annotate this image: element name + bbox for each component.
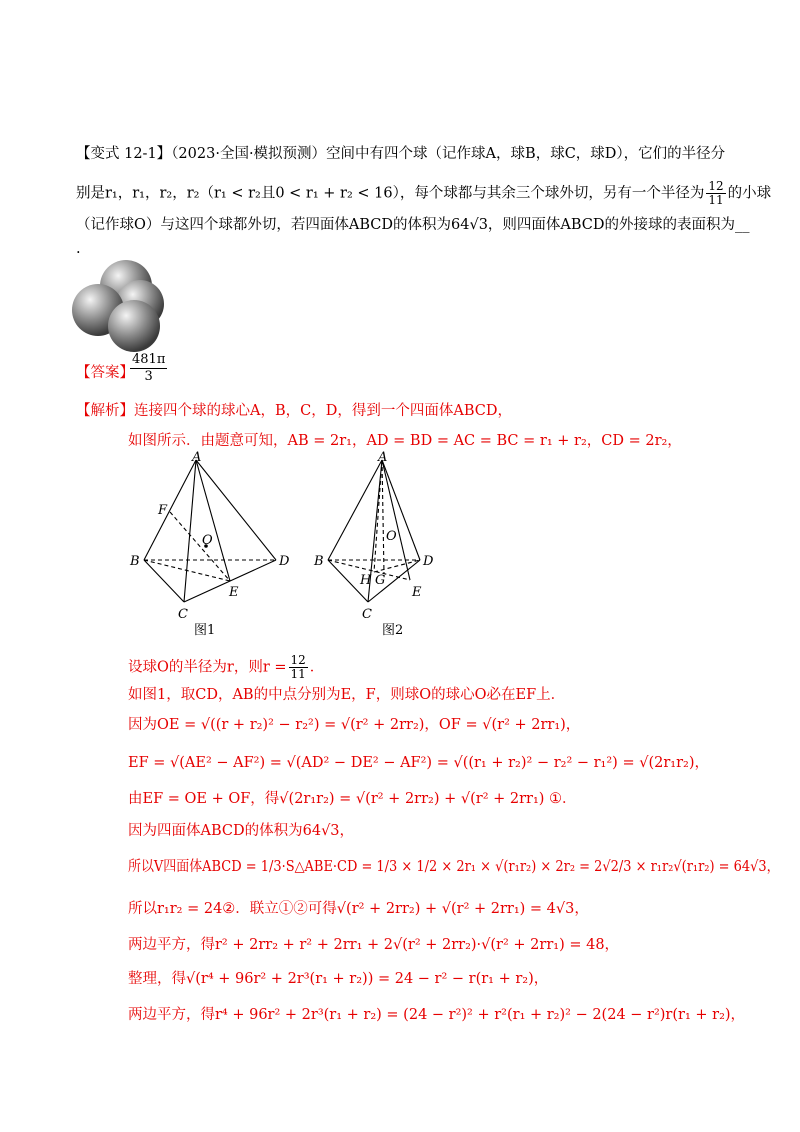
- svg-text:A: A: [378, 450, 388, 465]
- problem-line-2: [76, 180, 771, 207]
- problem-line-1: [76, 145, 725, 163]
- solution-line-2: 如图所示．由题意可知，AB = 2r₁，AD = BD = AC = BC = r₁ + r₂，CD = 2r₂，: [128, 433, 682, 449]
- answer-label: 【答案】: [76, 365, 134, 381]
- solution-line-8: 因为四面体ABCD的体积为64√3，: [128, 823, 355, 839]
- figure-1: [144, 460, 276, 602]
- svg-text:E: E: [229, 585, 239, 600]
- svg-text:G: G: [375, 573, 386, 588]
- svg-text:F: F: [158, 503, 168, 518]
- solution-line-5: 因为OE = √((r + r₂)² − r₂²) = √(r² + 2rr₂)，OF = √(r² + 2rr₁)，: [128, 717, 581, 733]
- problem-line-4: .: [76, 241, 81, 257]
- solution-line-6: EF = √(AE² − AF²) = √(AD² − DE² − AF²) = √((r₁ + r₂)² − r₂² − r₁²) = √(2r₁r₂)，: [128, 755, 709, 771]
- svg-text:A: A: [192, 450, 202, 465]
- solution-line-10: 所以r₁r₂ = 24②．联立①②可得√(r² + 2rr₂) + √(r² + 2rr₁) = 4√3，: [128, 901, 589, 917]
- figure-1-caption: 图1: [194, 623, 216, 638]
- problem-line2-text-a: 别是r₁，r₁，r₂，r₂（r₁ < r₂且0 < r₁ + r₂ < 16），每个球都与其余三个球外切，另有一个半径为: [76, 185, 705, 202]
- svg-text:D: D: [423, 554, 434, 569]
- four-spheres-image: [70, 258, 170, 354]
- svg-text:B: B: [130, 554, 140, 569]
- solution-line-4: 如图1，取CD，AB的中点分别为E，F，则球O的球心O必在EF上．: [128, 687, 566, 703]
- svg-text:B: B: [314, 554, 324, 569]
- svg-text:C: C: [178, 607, 188, 622]
- svg-text:O: O: [386, 529, 397, 544]
- figure-1-labels: [129, 450, 290, 622]
- sphere-front: [108, 300, 160, 352]
- problem-source: （2023·全国·模拟预测）: [171, 146, 327, 162]
- solution-line-13: 两边平方，得r⁴ + 96r² + 2r³(r₁ + r₂) = (24 − r²)² + r²(r₁ + r₂)² − 2(24 − r²)r(r₁ + r₂)，: [128, 1007, 746, 1023]
- tetrahedron-figures: [122, 448, 442, 638]
- solution-line-3: 设球O的半径为r，则r = $\frac{12}{11}$ ．: [128, 653, 325, 681]
- solution-line-11: 两边平方，得r² + 2rr₂ + r² + 2rr₁ + 2√(r² + 2rr₂)·√(r² + 2rr₁) = 48，: [128, 937, 620, 953]
- figure-2-caption: 图2: [382, 623, 404, 638]
- problem-line1-text: 空间中有四个球（记作球A，球B，球C，球D），它们的半径分: [326, 146, 726, 162]
- solution-line-1: 【解析】连接四个球的球心A，B，C，D，得到一个四面体ABCD，: [76, 403, 512, 419]
- svg-text:C: C: [362, 607, 372, 622]
- small-ball-radius-fraction: $\frac{12}{11}$: [708, 179, 724, 207]
- problem-line-3: （记作球O）与这四个球都外切，若四面体ABCD的体积为64√3，则四面体ABCD的外接球的表面积为__: [76, 217, 750, 233]
- svg-text:E: E: [412, 585, 422, 600]
- problem-tag: 【变式 12-1】: [76, 146, 172, 162]
- solution-line-12: 整理，得√(r⁴ + 96r² + 2r³(r₁ + r₂)) = 24 − r² − r(r₁ + r₂)，: [128, 971, 549, 987]
- svg-text:O: O: [202, 533, 213, 548]
- svg-text:D: D: [279, 554, 290, 569]
- solution-label: 【解析】: [76, 403, 134, 419]
- figure-2: [328, 460, 420, 602]
- svg-text:H: H: [360, 573, 372, 588]
- answer-value: $\frac{481\pi}{3}$: [132, 352, 166, 384]
- solution-line-7: 由EF = OE + OF，得√(2r₁r₂) = √(r² + 2rr₂) + √(r² + 2rr₁) ①．: [128, 791, 577, 807]
- problem-line2-text-b: 的小球: [727, 185, 772, 202]
- solution-line-9: 所以V四面体ABCD = 1/3·S△ABE·CD = 1/3 × 1/2 × 2r₁ × √(r₁r₂) × 2r₂ = 2√2/3 × r₁r₂√(r₁r₂) = 64√3，: [128, 859, 780, 875]
